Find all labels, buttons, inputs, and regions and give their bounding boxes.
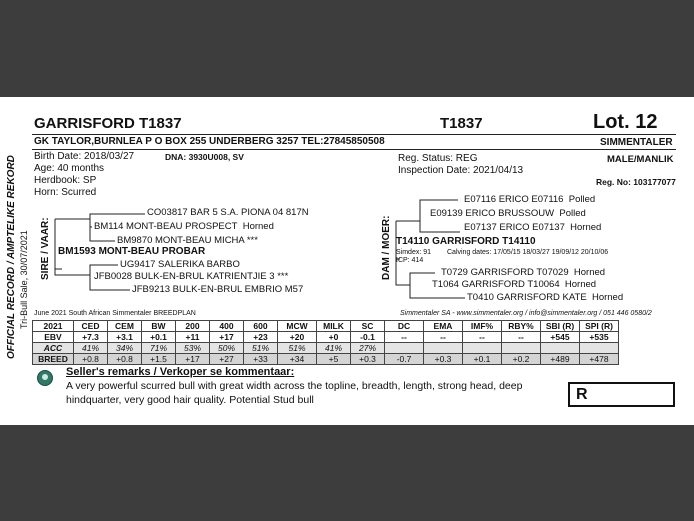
price-label: R [576,386,588,403]
table-header-row [33,321,619,332]
table-cell: +478 [580,354,619,365]
table-cell: -0.7 [385,354,424,365]
official-record-label: OFFICIAL RECORD / AMPTELIKE REKORD [6,155,17,359]
table-cell: 34% [108,343,142,354]
dam-simdex: Simdex: 91 [396,249,432,256]
dna-info: DNA: 3930U008, SV [165,152,244,162]
table-cell: 53% [176,343,210,354]
table-cell [541,343,580,354]
row-label: ACC [33,343,74,354]
herdbook: Herdbook: SP [34,175,97,186]
table-cell [463,343,502,354]
sex-label: MALE/MANLIK [607,154,674,165]
table-header-cell: 400 [210,321,244,332]
dam-name: T14110 GARRISFORD T14110 [396,236,536,247]
table-header-cell: SBI (R) [541,321,580,332]
dam-sire: E09139 ERICO BRUSSOUW Polled [430,208,586,219]
table-cell: 27% [351,343,385,354]
table-cell: +7.3 [74,332,108,343]
table-header-cell: CEM [108,321,142,332]
remarks-text-line2: hindquarter, very good hair quality. Potential Stud bull [66,394,314,406]
table-header-cell: 600 [244,321,278,332]
table-cell: 41% [74,343,108,354]
table-row-ebv [33,332,619,343]
table-header-cell: 200 [176,321,210,332]
table-header-cell: MILK [317,321,351,332]
table-row-breed [33,354,619,365]
table-header-cell: 2021 [33,321,74,332]
table-header-cell: BW [142,321,176,332]
dam-dam: T1064 GARRISFORD T10064 Horned [432,279,597,290]
top-dark-band [0,0,694,97]
sire-sire-sire: CO03817 BAR 5 S.A. PIONA 04 817N [147,207,309,218]
table-cell [580,343,619,354]
table-cell: +5 [317,354,351,365]
table-cell: +11 [176,332,210,343]
reg-number: Reg. No: 103177077 [596,177,676,187]
table-header-cell: SPI (R) [580,321,619,332]
table-header-cell: MCW [278,321,317,332]
horn-status: Horn: Scurred [34,187,97,198]
animal-name: GARRISFORD T1837 [34,115,182,132]
sale-label: Tri-Bull Sale, 30/07/2021 [19,230,29,329]
table-cell: +535 [580,332,619,343]
table-cell: +1.5 [142,354,176,365]
table-cell [502,343,541,354]
dam-dam-dam: T0410 GARRISFORD KATE Horned [467,292,624,303]
inspection-date: Inspection Date: 2021/04/13 [398,165,524,176]
table-cell: +33 [244,354,278,365]
breedplan-logo-icon [37,370,53,386]
table-cell: +17 [176,354,210,365]
table-header-cell: EMA [424,321,463,332]
price-box [568,382,675,407]
sire-dam-sire: UG9417 SALERIKA BARBO [120,259,240,270]
dam-dam-sire: T0729 GARRISFORD T07029 Horned [441,267,606,278]
table-cell: -- [463,332,502,343]
table-header-cell: IMF% [463,321,502,332]
row-label: BREED [33,354,74,365]
table-cell: -- [424,332,463,343]
table-header-cell: DC [385,321,424,332]
sire-sire-dam: BM9870 MONT-BEAU MICHA *** [117,235,258,246]
sire-dam: JFB0028 BULK-EN-BRUL KATRIENTJIE 3 *** [94,271,289,282]
table-cell: 71% [142,343,176,354]
table-cell: 51% [278,343,317,354]
table-cell: +545 [541,332,580,343]
dam-label: DAM / MOER: [381,215,392,280]
table-header-cell: SC [351,321,385,332]
bottom-dark-band [0,425,694,521]
table-cell: +0.8 [108,354,142,365]
table-cell: +3.1 [108,332,142,343]
table-cell: +0.8 [74,354,108,365]
ebv-table [32,320,619,365]
table-cell: +17 [210,332,244,343]
contact-note: Simmentaler SA - www.simmentaler.org / info@simmentaler.org / 051 446 0580/2 [400,310,652,317]
table-cell: +0.3 [424,354,463,365]
dam-icp: ICP: 414 [396,257,424,264]
table-cell: +0 [317,332,351,343]
table-cell: +489 [541,354,580,365]
table-cell: +0.3 [351,354,385,365]
dam-sire-sire: E07116 ERICO E07116 Polled [464,194,596,205]
table-cell: -- [502,332,541,343]
animal-id: T1837 [440,115,483,132]
age: Age: 40 months [34,163,105,174]
dam-calving-dates: Calving dates: 17/05/15 18/03/27 19/09/12 20/10/06 [447,249,609,256]
table-cell: +0.1 [142,332,176,343]
table-header-cell: CED [74,321,108,332]
table-header-cell: RBY% [502,321,541,332]
table-cell: +23 [244,332,278,343]
breed-label: SIMMENTALER [600,137,673,148]
sire-label: SIRE / VAAR: [40,217,51,280]
table-cell [385,343,424,354]
table-cell: -- [385,332,424,343]
table-cell: 51% [244,343,278,354]
table-cell: +0.2 [502,354,541,365]
sire-sire: BM114 MONT-BEAU PROSPECT Horned [94,221,274,232]
table-cell: +34 [278,354,317,365]
sire-name: BM1593 MONT-BEAU PROBAR [58,246,206,257]
reg-status: Reg. Status: REG [398,153,478,164]
table-cell: +27 [210,354,244,365]
remarks-heading: Seller's remarks / Verkoper se kommentaar: [66,366,295,378]
table-cell: +0.1 [463,354,502,365]
row-label: EBV [33,332,74,343]
table-cell [424,343,463,354]
table-row-acc [33,343,619,354]
lot-number: Lot. 12 [593,111,658,133]
dam-sire-dam: E07137 ERICO E07137 Horned [464,222,602,233]
table-cell: 50% [210,343,244,354]
breedplan-note: June 2021 South African Simmentaler BREEDPLAN [34,310,196,317]
birth-date: Birth Date: 2018/03/27 [34,151,135,162]
table-cell: +20 [278,332,317,343]
table-cell: 41% [317,343,351,354]
remarks-text-line1: A very powerful scurred bull with great width across the topline, breadth, length, strong head, deep [66,380,523,392]
owner-line: GK TAYLOR,BURNLEA P O BOX 255 UNDERBERG 3257 TEL:27845850508 [34,136,385,147]
sire-dam-dam: JFB9213 BULK-EN-BRUL EMBRIO M57 [132,284,304,295]
table-cell: -0.1 [351,332,385,343]
